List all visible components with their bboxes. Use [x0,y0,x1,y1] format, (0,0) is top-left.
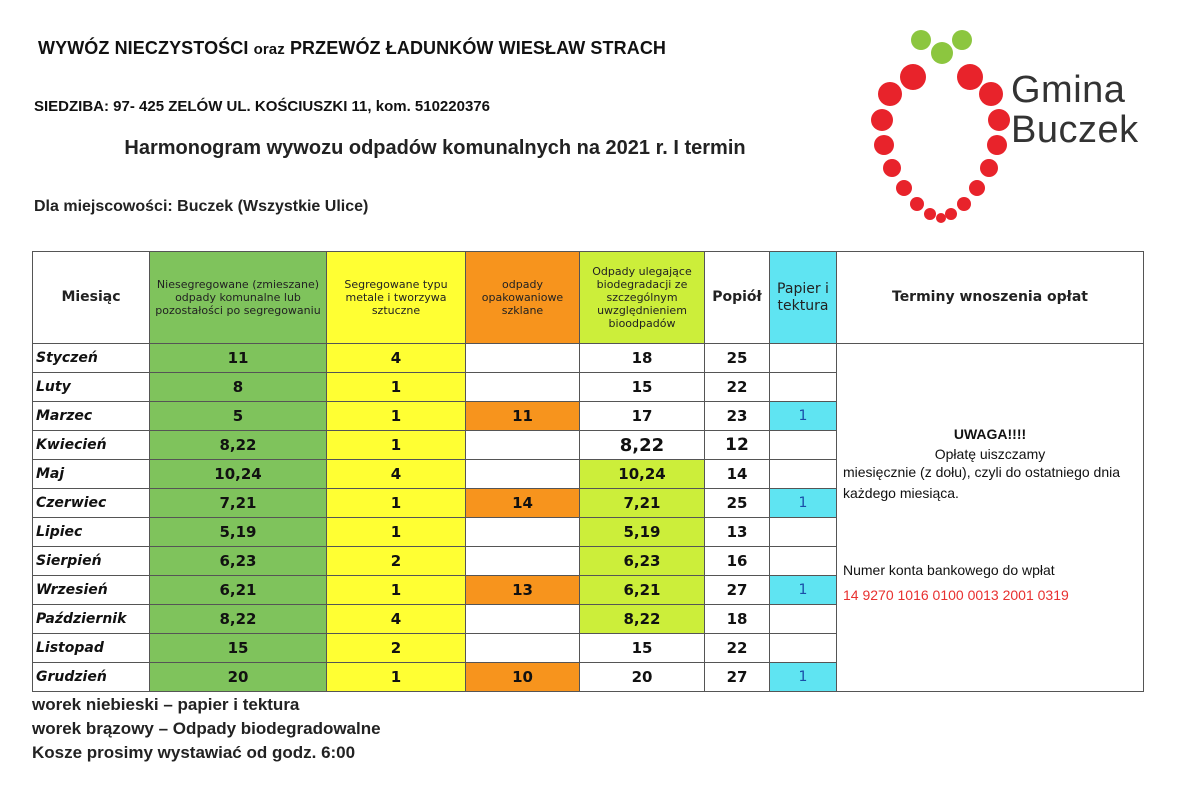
cell-mixed-waste: 8 [150,373,327,402]
header-month: Miesiąc [33,252,150,344]
cell-metal-plastic: 4 [327,460,466,489]
cell-glass [466,373,580,402]
logo-green-dot [911,30,931,50]
cell-paper [770,605,837,634]
table-row [33,344,1144,373]
cell-month: Listopad [33,634,150,663]
cell-bio-waste: 8,22 [580,431,705,460]
company-name [38,38,666,59]
cell-bio-waste: 5,19 [580,518,705,547]
logo-red-dot [979,82,1003,106]
cell-ash: 22 [705,634,770,663]
cell-ash: 27 [705,576,770,605]
cell-ash: 13 [705,518,770,547]
cell-paper [770,373,837,402]
logo-red-dot [900,64,926,90]
fees-info [837,344,1144,692]
cell-paper [770,547,837,576]
cell-glass [466,634,580,663]
company-name-part3: PRZEWÓZ ŁADUNKÓW WIESŁAW STRACH [289,38,667,58]
logo-red-dot [987,135,1007,155]
cell-glass [466,344,580,373]
cell-metal-plastic: 1 [327,402,466,431]
cell-bio-waste: 15 [580,373,705,402]
cell-mixed-waste: 6,21 [150,576,327,605]
note-brown-bag: worek brązowy – Odpady biodegradowalne [32,719,381,738]
cell-glass: 14 [466,489,580,518]
cell-bio-waste: 6,23 [580,547,705,576]
cell-ash: 25 [705,489,770,518]
logo-red-dot [957,64,983,90]
cell-month: Październik [33,605,150,634]
logo-text-line2: Buczek [1011,109,1139,151]
header-glass: odpady opakowaniowe szklane [466,252,580,344]
header-mixed-waste: Niesegregowane (zmieszane) odpady komunalne lub pozostałości po segregowaniu [150,252,327,344]
cell-paper [770,518,837,547]
cell-glass [466,547,580,576]
logo-red-dot [910,197,924,211]
logo-green-dot [931,42,953,64]
cell-month: Kwiecień [33,431,150,460]
cell-month: Czerwiec [33,489,150,518]
company-seat: SIEDZIBA: 97- 425 ZELÓW UL. KOŚCIUSZKI 11, kom. 510220376 [34,98,490,115]
notes [32,693,381,765]
logo-red-dot [896,180,912,196]
cell-month: Marzec [33,402,150,431]
cell-metal-plastic: 4 [327,344,466,373]
fees-line2: miesięcznie (z dołu), czyli do ostatniego dnia każdego miesiąca. [843,464,1121,501]
cell-month: Maj [33,460,150,489]
cell-month: Styczeń [33,344,150,373]
cell-ash: 18 [705,605,770,634]
logo-red-dot [969,180,985,196]
cell-paper: 1 [770,576,837,605]
company-name-part2: oraz [253,41,285,58]
cell-glass [466,605,580,634]
cell-bio-waste: 10,24 [580,460,705,489]
cell-paper: 1 [770,402,837,431]
cell-mixed-waste: 15 [150,634,327,663]
header-metal-plastic: Segregowane typu metale i tworzywa sztuczne [327,252,466,344]
header-bio-waste: Odpady ulegające biodegradacji ze szczególnym uwzględnieniem bioodpadów [580,252,705,344]
cell-glass [466,518,580,547]
cell-glass: 13 [466,576,580,605]
cell-month: Grudzień [33,663,150,692]
company-name-part1: WYWÓZ NIECZYSTOŚCI [38,38,249,58]
note-bins-time: Kosze prosimy wystawiać od godz. 6:00 [32,743,356,762]
cell-bio-waste: 15 [580,634,705,663]
logo-text [1011,70,1139,150]
cell-paper: 1 [770,663,837,692]
cell-metal-plastic: 1 [327,663,466,692]
cell-mixed-waste: 5,19 [150,518,327,547]
locality-label: Dla miejscowości: Buczek (Wszystkie Ulice) [34,198,369,215]
cell-metal-plastic: 4 [327,605,466,634]
cell-paper [770,634,837,663]
bank-account-label: Numer konta bankowego do wpłat [843,562,1055,578]
logo-red-dot [883,159,901,177]
cell-mixed-waste: 8,22 [150,431,327,460]
cell-bio-waste: 8,22 [580,605,705,634]
cell-paper: 1 [770,489,837,518]
logo-red-dot [874,135,894,155]
cell-metal-plastic: 1 [327,576,466,605]
cell-ash: 25 [705,344,770,373]
cell-mixed-waste: 8,22 [150,605,327,634]
cell-paper [770,431,837,460]
cell-month: Luty [33,373,150,402]
cell-metal-plastic: 1 [327,431,466,460]
cell-bio-waste: 7,21 [580,489,705,518]
cell-glass: 11 [466,402,580,431]
document-title: Harmonogram wywozu odpadów komunalnych na 2021 r. I termin [124,137,746,159]
cell-mixed-waste: 6,23 [150,547,327,576]
cell-metal-plastic: 1 [327,489,466,518]
cell-ash: 14 [705,460,770,489]
logo-red-dot [988,109,1010,131]
logo-red-dot [924,208,936,220]
logo-red-dot [945,208,957,220]
cell-glass [466,460,580,489]
cell-metal-plastic: 2 [327,547,466,576]
cell-mixed-waste: 5 [150,402,327,431]
logo-green-dot [952,30,972,50]
cell-month: Wrzesień [33,576,150,605]
header-paper: Papier i tektura [770,252,837,344]
cell-paper [770,344,837,373]
bank-account-number: 14 9270 1016 0100 0013 2001 0319 [843,587,1069,603]
header-fees: Terminy wnoszenia opłat [837,252,1144,344]
logo-red-dot [871,109,893,131]
cell-ash: 27 [705,663,770,692]
cell-mixed-waste: 10,24 [150,460,327,489]
fees-warning: UWAGA!!!! [953,426,1027,442]
cell-ash: 23 [705,402,770,431]
cell-ash: 12 [705,431,770,460]
cell-paper [770,460,837,489]
schedule-table [32,251,1144,692]
cell-mixed-waste: 11 [150,344,327,373]
logo-red-dot [878,82,902,106]
cell-bio-waste: 20 [580,663,705,692]
header-ash: Popiół [705,252,770,344]
cell-bio-waste: 18 [580,344,705,373]
cell-month: Lipiec [33,518,150,547]
fees-line1: Opłatę uiszczamy [934,446,1046,462]
cell-ash: 22 [705,373,770,402]
cell-bio-waste: 6,21 [580,576,705,605]
logo-text-line1: Gmina [1011,69,1126,111]
cell-glass [466,431,580,460]
logo-red-dot [980,159,998,177]
cell-bio-waste: 17 [580,402,705,431]
note-blue-bag: worek niebieski – papier i tektura [32,695,300,714]
cell-month: Sierpień [33,547,150,576]
logo-red-dot [936,213,946,223]
cell-ash: 16 [705,547,770,576]
cell-metal-plastic: 1 [327,373,466,402]
logo-red-dot [957,197,971,211]
cell-mixed-waste: 20 [150,663,327,692]
cell-metal-plastic: 1 [327,518,466,547]
cell-mixed-waste: 7,21 [150,489,327,518]
cell-metal-plastic: 2 [327,634,466,663]
cell-glass: 10 [466,663,580,692]
